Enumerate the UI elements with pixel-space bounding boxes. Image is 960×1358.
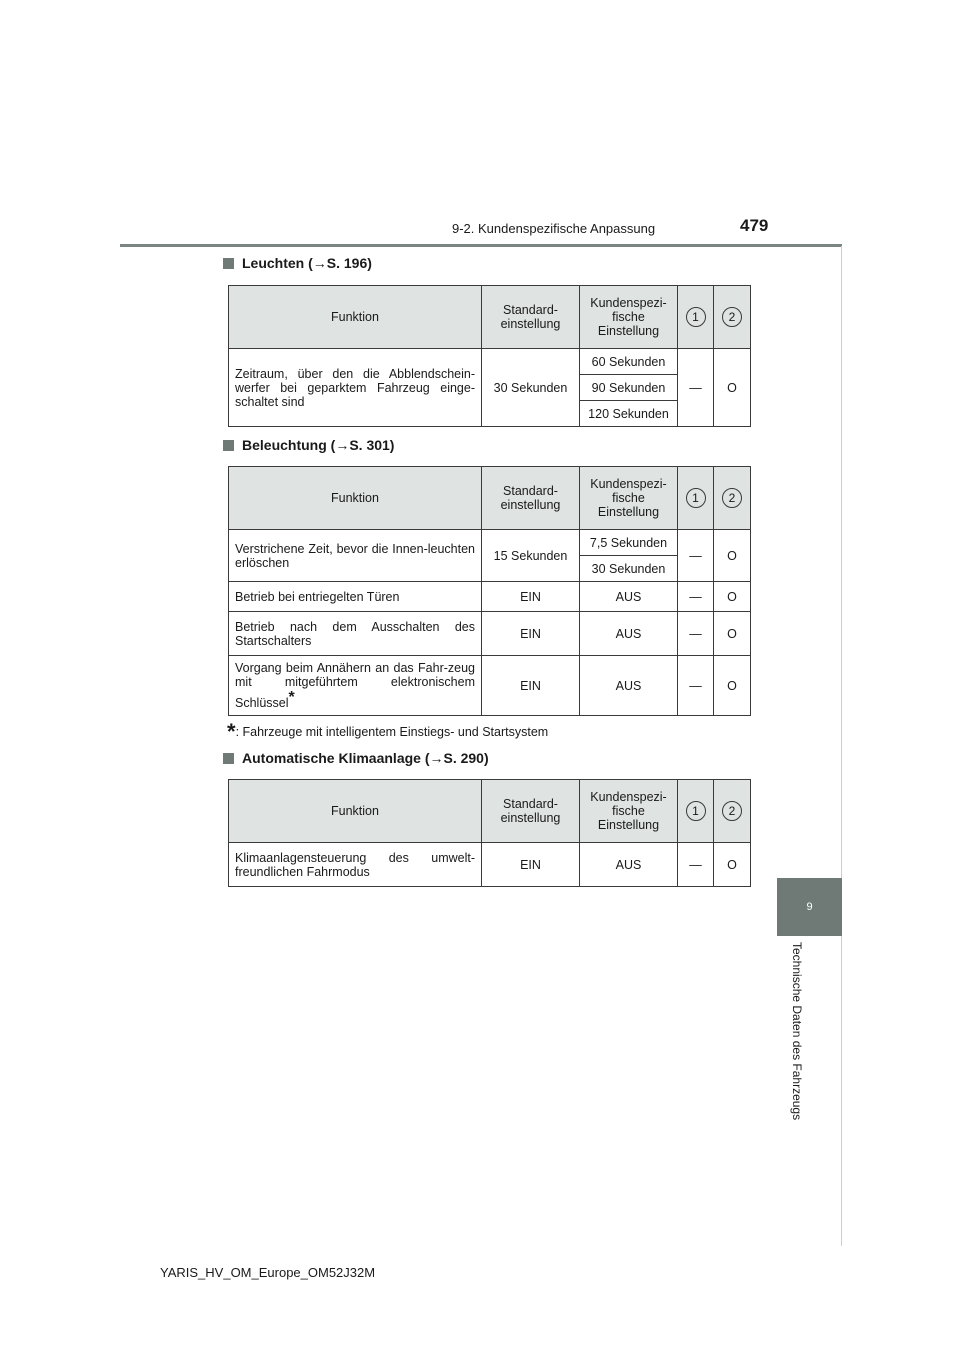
table-klimaanlage <box>228 779 751 887</box>
footnote-marker: * <box>288 688 295 706</box>
col-kunden: Kundenspezi-fische Einstellung <box>580 780 678 843</box>
cell-option: AUS <box>580 843 678 887</box>
col-kunden: Kundenspezi-fische Einstellung <box>580 467 678 530</box>
side-divider <box>841 246 842 1246</box>
footnote <box>227 719 548 745</box>
cell-option: 60 Sekunden <box>580 349 678 375</box>
cell-c2: O <box>714 530 751 582</box>
cell-funktion: Verstrichene Zeit, bevor die Innen-leuchten erlöschen <box>229 530 482 582</box>
cell-funktion: Betrieb nach dem Ausschalten des Startschalters <box>229 612 482 656</box>
col-standard: Standard-einstellung <box>482 467 580 530</box>
cell-c1: — <box>678 349 714 427</box>
col-1 <box>678 780 714 843</box>
section-heading-beleuchtung <box>223 437 394 453</box>
cell-standard: EIN <box>482 656 580 716</box>
table-header-row <box>229 780 751 843</box>
section-title: Beleuchtung (→S. 301) <box>242 437 395 453</box>
table-header-row <box>229 467 751 530</box>
col-1 <box>678 467 714 530</box>
footnote-star: * <box>227 719 236 744</box>
col-2 <box>714 286 751 349</box>
section-heading-klimaanlage <box>223 750 489 766</box>
table-row <box>229 582 751 612</box>
chapter-number: 9 <box>806 901 813 913</box>
cell-c2: O <box>714 349 751 427</box>
table-header-row <box>229 286 751 349</box>
circled-number-icon: 2 <box>722 801 742 821</box>
cell-option: AUS <box>580 612 678 656</box>
cell-c2: O <box>714 612 751 656</box>
col-standard: Standard-einstellung <box>482 780 580 843</box>
section-heading-leuchten <box>223 255 372 271</box>
cell-option: AUS <box>580 582 678 612</box>
cell-funktion: Klimaanlagensteuerung des umwelt-freundlichen Fahrmodus <box>229 843 482 887</box>
cell-option: 30 Sekunden <box>580 556 678 582</box>
cell-standard: EIN <box>482 612 580 656</box>
circled-number-icon: 2 <box>722 307 742 327</box>
cell-standard: 30 Sekunden <box>482 349 580 427</box>
cell-option: 90 Sekunden <box>580 375 678 401</box>
cell-standard: EIN <box>482 582 580 612</box>
col-1 <box>678 286 714 349</box>
chapter-title: Technische Daten des Fahrzeugs <box>790 942 804 1121</box>
table-row <box>229 612 751 656</box>
col-2 <box>714 467 751 530</box>
table-row <box>229 349 751 375</box>
circled-number-icon: 1 <box>686 801 706 821</box>
col-standard: Standard-einstellung <box>482 286 580 349</box>
cell-funktion <box>229 656 482 716</box>
col-funktion: Funktion <box>229 467 482 530</box>
section-title: Leuchten (→S. 196) <box>242 255 372 271</box>
cell-c1: — <box>678 656 714 716</box>
cell-c1: — <box>678 582 714 612</box>
cell-c2: O <box>714 843 751 887</box>
section-title: Automatische Klimaanlage (→S. 290) <box>242 750 489 766</box>
cell-option: 120 Sekunden <box>580 401 678 427</box>
circled-number-icon: 1 <box>686 488 706 508</box>
table-leuchten <box>228 285 751 427</box>
table-beleuchtung <box>228 466 751 716</box>
table-row <box>229 530 751 556</box>
square-bullet-icon <box>223 258 234 269</box>
cell-standard: 15 Sekunden <box>482 530 580 582</box>
chapter-tab <box>777 878 842 936</box>
document-footer: YARIS_HV_OM_Europe_OM52J32M <box>160 1265 376 1280</box>
table-row <box>229 656 751 716</box>
cell-funktion: Betrieb bei entriegelten Türen <box>229 582 482 612</box>
funktion-text: Vorgang beim Annähern an das Fahr-zeug mit mitgeführtem elektronischem Schlüssel <box>235 660 475 711</box>
header-divider <box>120 244 842 247</box>
page-number: 479 <box>740 216 769 235</box>
table-row <box>229 843 751 887</box>
cell-c1: — <box>678 612 714 656</box>
cell-option: 7,5 Sekunden <box>580 530 678 556</box>
cell-c2: O <box>714 582 751 612</box>
cell-funktion: Zeitraum, über den die Abblendschein-werfer bei geparktem Fahrzeug einge-schaltet sind <box>229 349 482 427</box>
circled-number-icon: 2 <box>722 488 742 508</box>
section-header: 9-2. Kundenspezifische Anpassung <box>452 221 656 236</box>
square-bullet-icon <box>223 440 234 451</box>
col-funktion: Funktion <box>229 286 482 349</box>
circled-number-icon: 1 <box>686 307 706 327</box>
cell-c1: — <box>678 530 714 582</box>
cell-option: AUS <box>580 656 678 716</box>
cell-c1: — <box>678 843 714 887</box>
footnote-text: : Fahrzeuge mit intelligentem Einstiegs- und Startsystem <box>235 725 549 739</box>
cell-c2: O <box>714 656 751 716</box>
col-funktion: Funktion <box>229 780 482 843</box>
square-bullet-icon <box>223 753 234 764</box>
cell-standard: EIN <box>482 843 580 887</box>
col-2 <box>714 780 751 843</box>
col-kunden: Kundenspezi-fische Einstellung <box>580 286 678 349</box>
